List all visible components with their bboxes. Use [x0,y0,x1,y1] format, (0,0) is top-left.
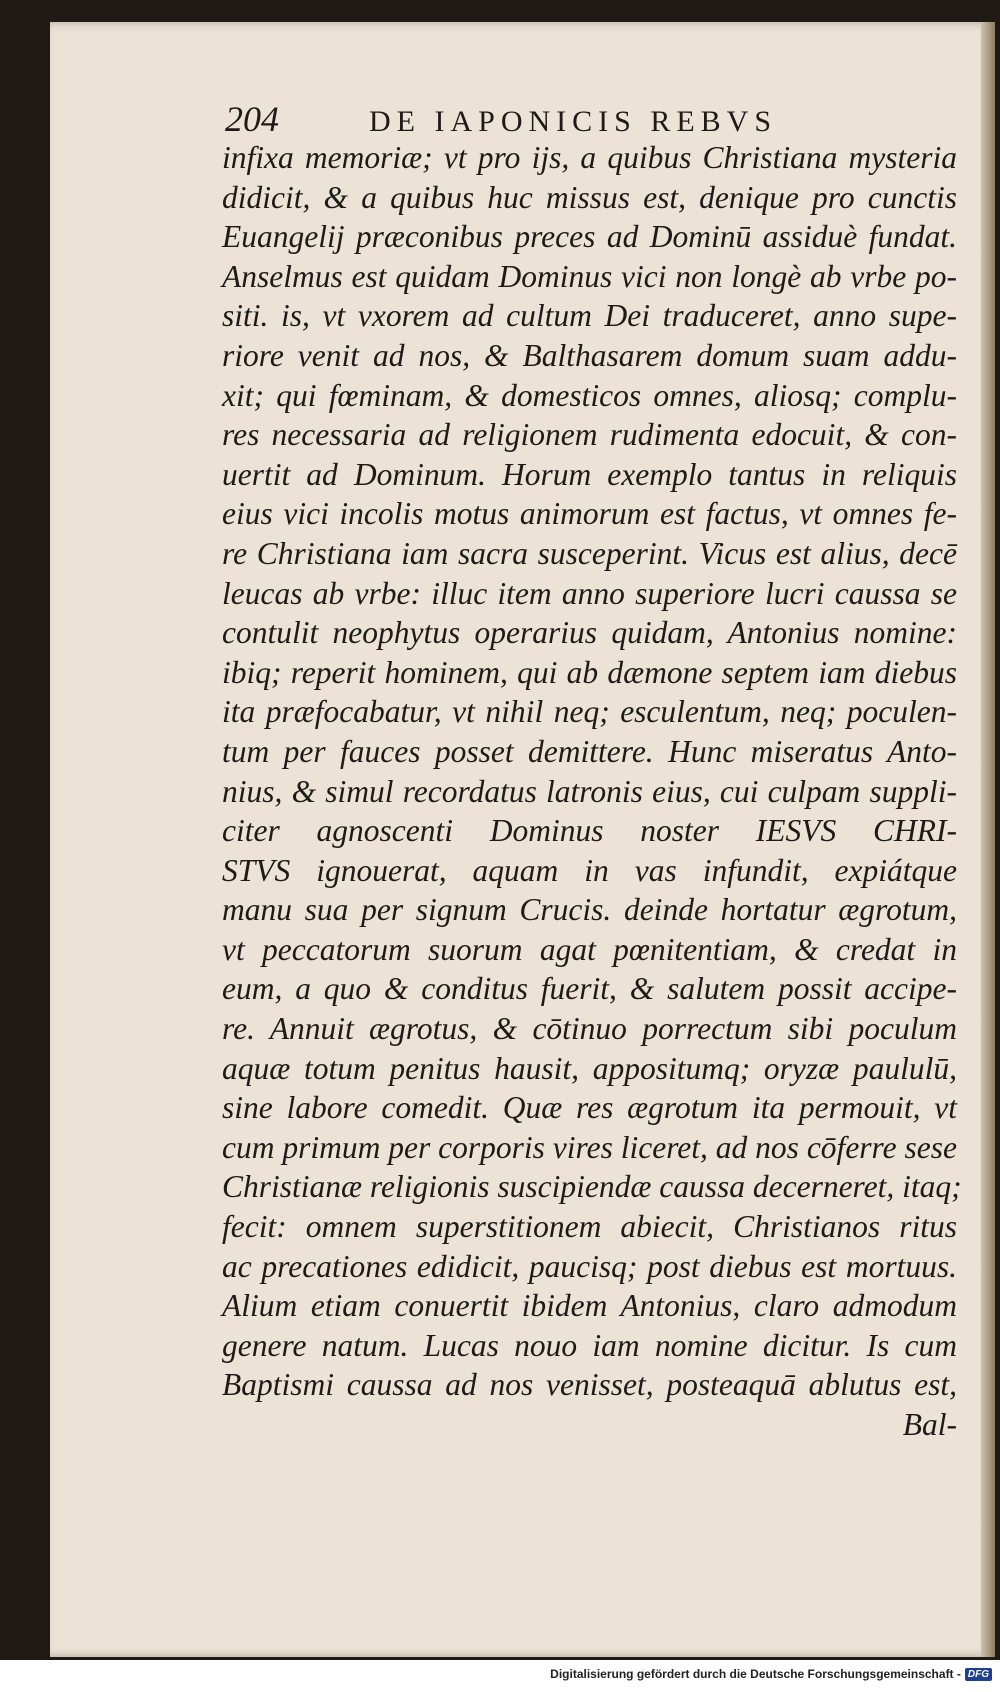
text-line: leucas ab vrbe: illuc item anno superiore lucri caussa se [222,575,957,611]
text-line: manu sua per signum Crucis. deinde hortatur ægrotum, [222,892,957,928]
text-line: infixa memoriæ; vt pro ijs, a quibus Christiana mysteria [222,140,957,175]
dfg-logo: DFG [965,1668,992,1681]
text-line: didicit, & a quibus huc missus est, denique pro cunctis [222,179,957,215]
text-line: genere natum. Lucas nouo iam nomine dicitur. Is cum [222,1327,957,1363]
text-line: ac precationes edidicit, paucisq; post diebus est mortuus. [222,1248,957,1284]
text-line: STVS ignouerat, aquam in vas infundit, expiátque [222,852,957,888]
page-number: 204 [225,99,279,139]
page-header [225,98,945,140]
text-line: Baptismi caussa ad nos venisset, posteaquā ablutus est, [222,1367,957,1403]
text-line: sine labore comedit. Quæ res ægrotum ita permouit, vt [222,1090,957,1126]
text-line: ibiq; reperit hominem, qui ab dæmone septem iam diebus [222,654,957,690]
text-line: contulit neophytus operarius quidam, Antonius nomine: [222,615,957,651]
text-line: ita præfocabatur, vt nihil neq; esculentum, neq; poculen- [222,694,957,730]
text-line: tum per fauces posset demittere. Hunc miseratus Anto- [222,733,957,769]
text-line: Bal- [902,1407,957,1442]
text-line: re. Annuit ægrotus, & cōtinuo porrectum sibi poculum [222,1011,957,1047]
body-text [222,138,962,1445]
text-line: vt peccatorum suorum agat pœnitentiam, & credat in [222,931,957,967]
text-line: citer agnoscenti Dominus noster IESVS CHRI- [222,813,957,849]
text-line: res necessaria ad religionem rudimenta edocuit, & con- [222,417,957,453]
text-line: riore venit ad nos, & Balthasarem domum suam addu- [222,337,957,373]
running-title: DE IAPONICIS REBVS [369,105,778,138]
text-line: fecit: omnem superstitionem abiecit, Christianos ritus [222,1209,957,1245]
text-line: Alium etiam conuertit ibidem Antonius, claro admodum [222,1288,957,1324]
text-line: siti. is, vt vxorem ad cultum Dei traduceret, anno supe- [222,298,957,334]
text-line: Anselmus est quidam Dominus vici non longè ab vrbe po- [222,258,957,294]
text-line: eius vici incolis motus animorum est factus, vt omnes fe- [222,496,957,532]
text-line: re Christiana iam sacra susceperint. Vicus est alius, decē [222,535,957,571]
page-edge [981,22,995,1657]
text-line: Christianæ religionis suscipiendæ caussa decerneret, itaq; [222,1169,962,1205]
digitization-credit [550,1667,992,1681]
credit-text: Digitalisierung gefördert durch die Deutsche Forschungsgemeinschaft - [550,1667,961,1681]
text-line: cum primum per corporis vires liceret, ad nos cōferre sese [222,1129,957,1165]
text-line: aquæ totum penitus hausit, appositumq; oryzæ paululū, [222,1050,957,1086]
text-line: uertit ad Dominum. Horum exemplo tantus in reliquis [222,456,957,492]
text-line: xit; qui fœminam, & domesticos omnes, aliosq; complu- [222,377,957,413]
text-line: nius, & simul recordatus latronis eius, cui culpam suppli- [222,773,957,809]
text-line: eum, a quo & conditus fuerit, & salutem possit accipe- [222,971,957,1007]
text-line: Euangelij præconibus preces ad Dominū assiduè fundat. [222,219,957,255]
